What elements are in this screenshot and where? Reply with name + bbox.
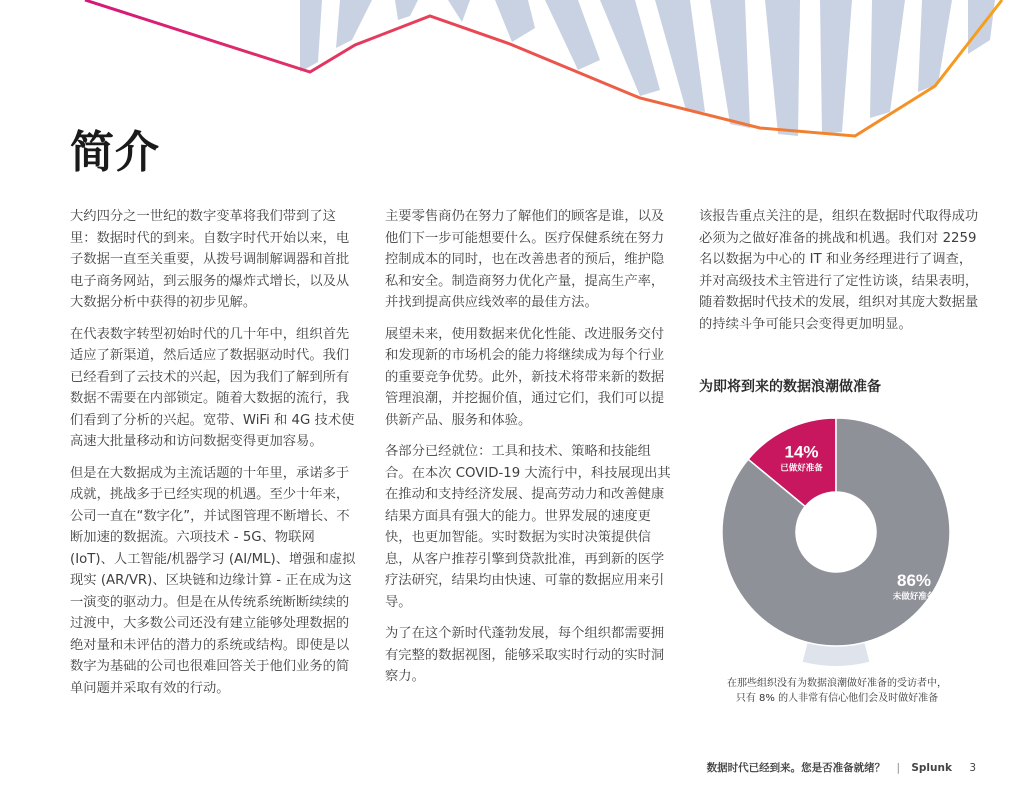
slice-label-not-prepared-text: 未做好准备 [892,592,936,602]
page-footer [707,760,976,775]
donut-chart [716,412,956,672]
paragraph: 大约四分之一世纪的数字变革将我们带到了这里：数据时代的到来。自数字时代开始以来，电子数据一直至关重要，从拨号调制解调器和首批电子商务网站，到云服务的爆炸式增长，以及从大数据分析中获得的初步见解。 [70,209,350,310]
paragraph: 各部分已经就位：工具和技术、策略和技能组合。在本次 COVID-19 大流行中，科技展现出其在推动和支持经济发展、提高劳动力和改善健康结果方面具有强大的能力。世界发展的速度更快，也更加智能。实时数据为实时决策提供信息，从客户推荐引擎到贷款批准，再到新的医学疗法研究，结果均由快速、可靠的数据应用来引导。 [385,444,671,610]
slice-label-prepared-text: 已做好准备 [780,463,823,474]
page-title: 简介 [70,127,160,178]
slice-label-prepared-value: 14% [784,442,819,462]
caption-line: 只有 8% 的人非常有信心他们会及时做好准备 [735,693,939,704]
banner-accent-line [85,0,1002,136]
chart-title: 为即将到来的数据浪潮做准备 [699,379,881,395]
footer-doc-title: 数据时代已经到来。您是否准备就绪？ [706,762,886,774]
footer-separator: | [896,762,900,774]
paragraph: 但是在大数据成为主流话题的十年里，承诺多于成就，挑战多于已经实现的机遇。至少十年来，公司一直在“数字化”，并试图管理不断增长、不断加速的数据流。六项技术 - 5G、物联网 (IoT)、人工智能/机器学习 (AI/ML)、增强和虚拟现实 (AR/VR)、区块链和边缘计算 - 正在成为这一演变的驱动力。但是在从传统系统断断续续的过渡中，大多数公司还没有建立能够处理数据的绝对量和未评估的潜力的系统或结构。即使是以数字为基础的公司也很难回答关于他们业务的简单问题并采取有效的行动。 [70,465,356,696]
paragraph: 该报告重点关注的是，组织在数据时代取得成功必须为之做好准备的挑战和机遇。我们对 2259 名以数据为中心的 IT 和业务经理进行了调查，并对高级技术主管进行了定性访谈，结果表明，随着数据时代技术的发展，组织对其庞大数据量的持续斗争可能只会变得更加明显。 [699,209,979,332]
footer-brand: Splunk [911,762,952,774]
paragraph: 为了在这个新时代蓬勃发展，每个组织都需要拥有完整的数据视图，能够采取实时行动的实时洞察力。 [385,626,665,684]
chart-caption [706,676,968,706]
body-column-1 [70,206,356,709]
paragraph: 在代表数字转型初始时代的几十年中，组织首先适应了新渠道，然后适应了数据驱动时代。我们已经看到了云技术的兴起，因为我们了解到所有数据不需要在内部锁定。随着大数据的流行，我们看到了分析的兴起。宽带、WiFi 和 4G 技术使高速大批量移动和访问数据变得更加容易。 [70,326,355,449]
paragraph: 主要零售商仍在努力了解他们的顾客是谁，以及他们下一步可能想要什么。医疗保健系统在努力控制成本的同时，也在改善患者的预后，维护隐私和安全。制造商努力优化产量，提高生产率，并找到提高供应线效率的最佳方法。 [385,209,665,310]
footer-page-number: 3 [969,762,976,774]
body-column-2 [385,206,671,698]
caption-line: 在那些组织没有为数据浪潮做好准备的受访者中， [727,678,947,689]
body-column-3 [699,206,985,345]
slice-label-not-prepared-value: 86% [896,571,932,590]
paragraph: 展望未来，使用数据来优化性能、改进服务交付和发现新的市场机会的能力将继续成为每个行业的重要竞争优势。此外，新技术将带来新的数据管理浪潮，并挖掘价值，通过它们，我们可以提供新产品、服务和体验。 [385,326,665,428]
banner-stripes [300,0,995,136]
